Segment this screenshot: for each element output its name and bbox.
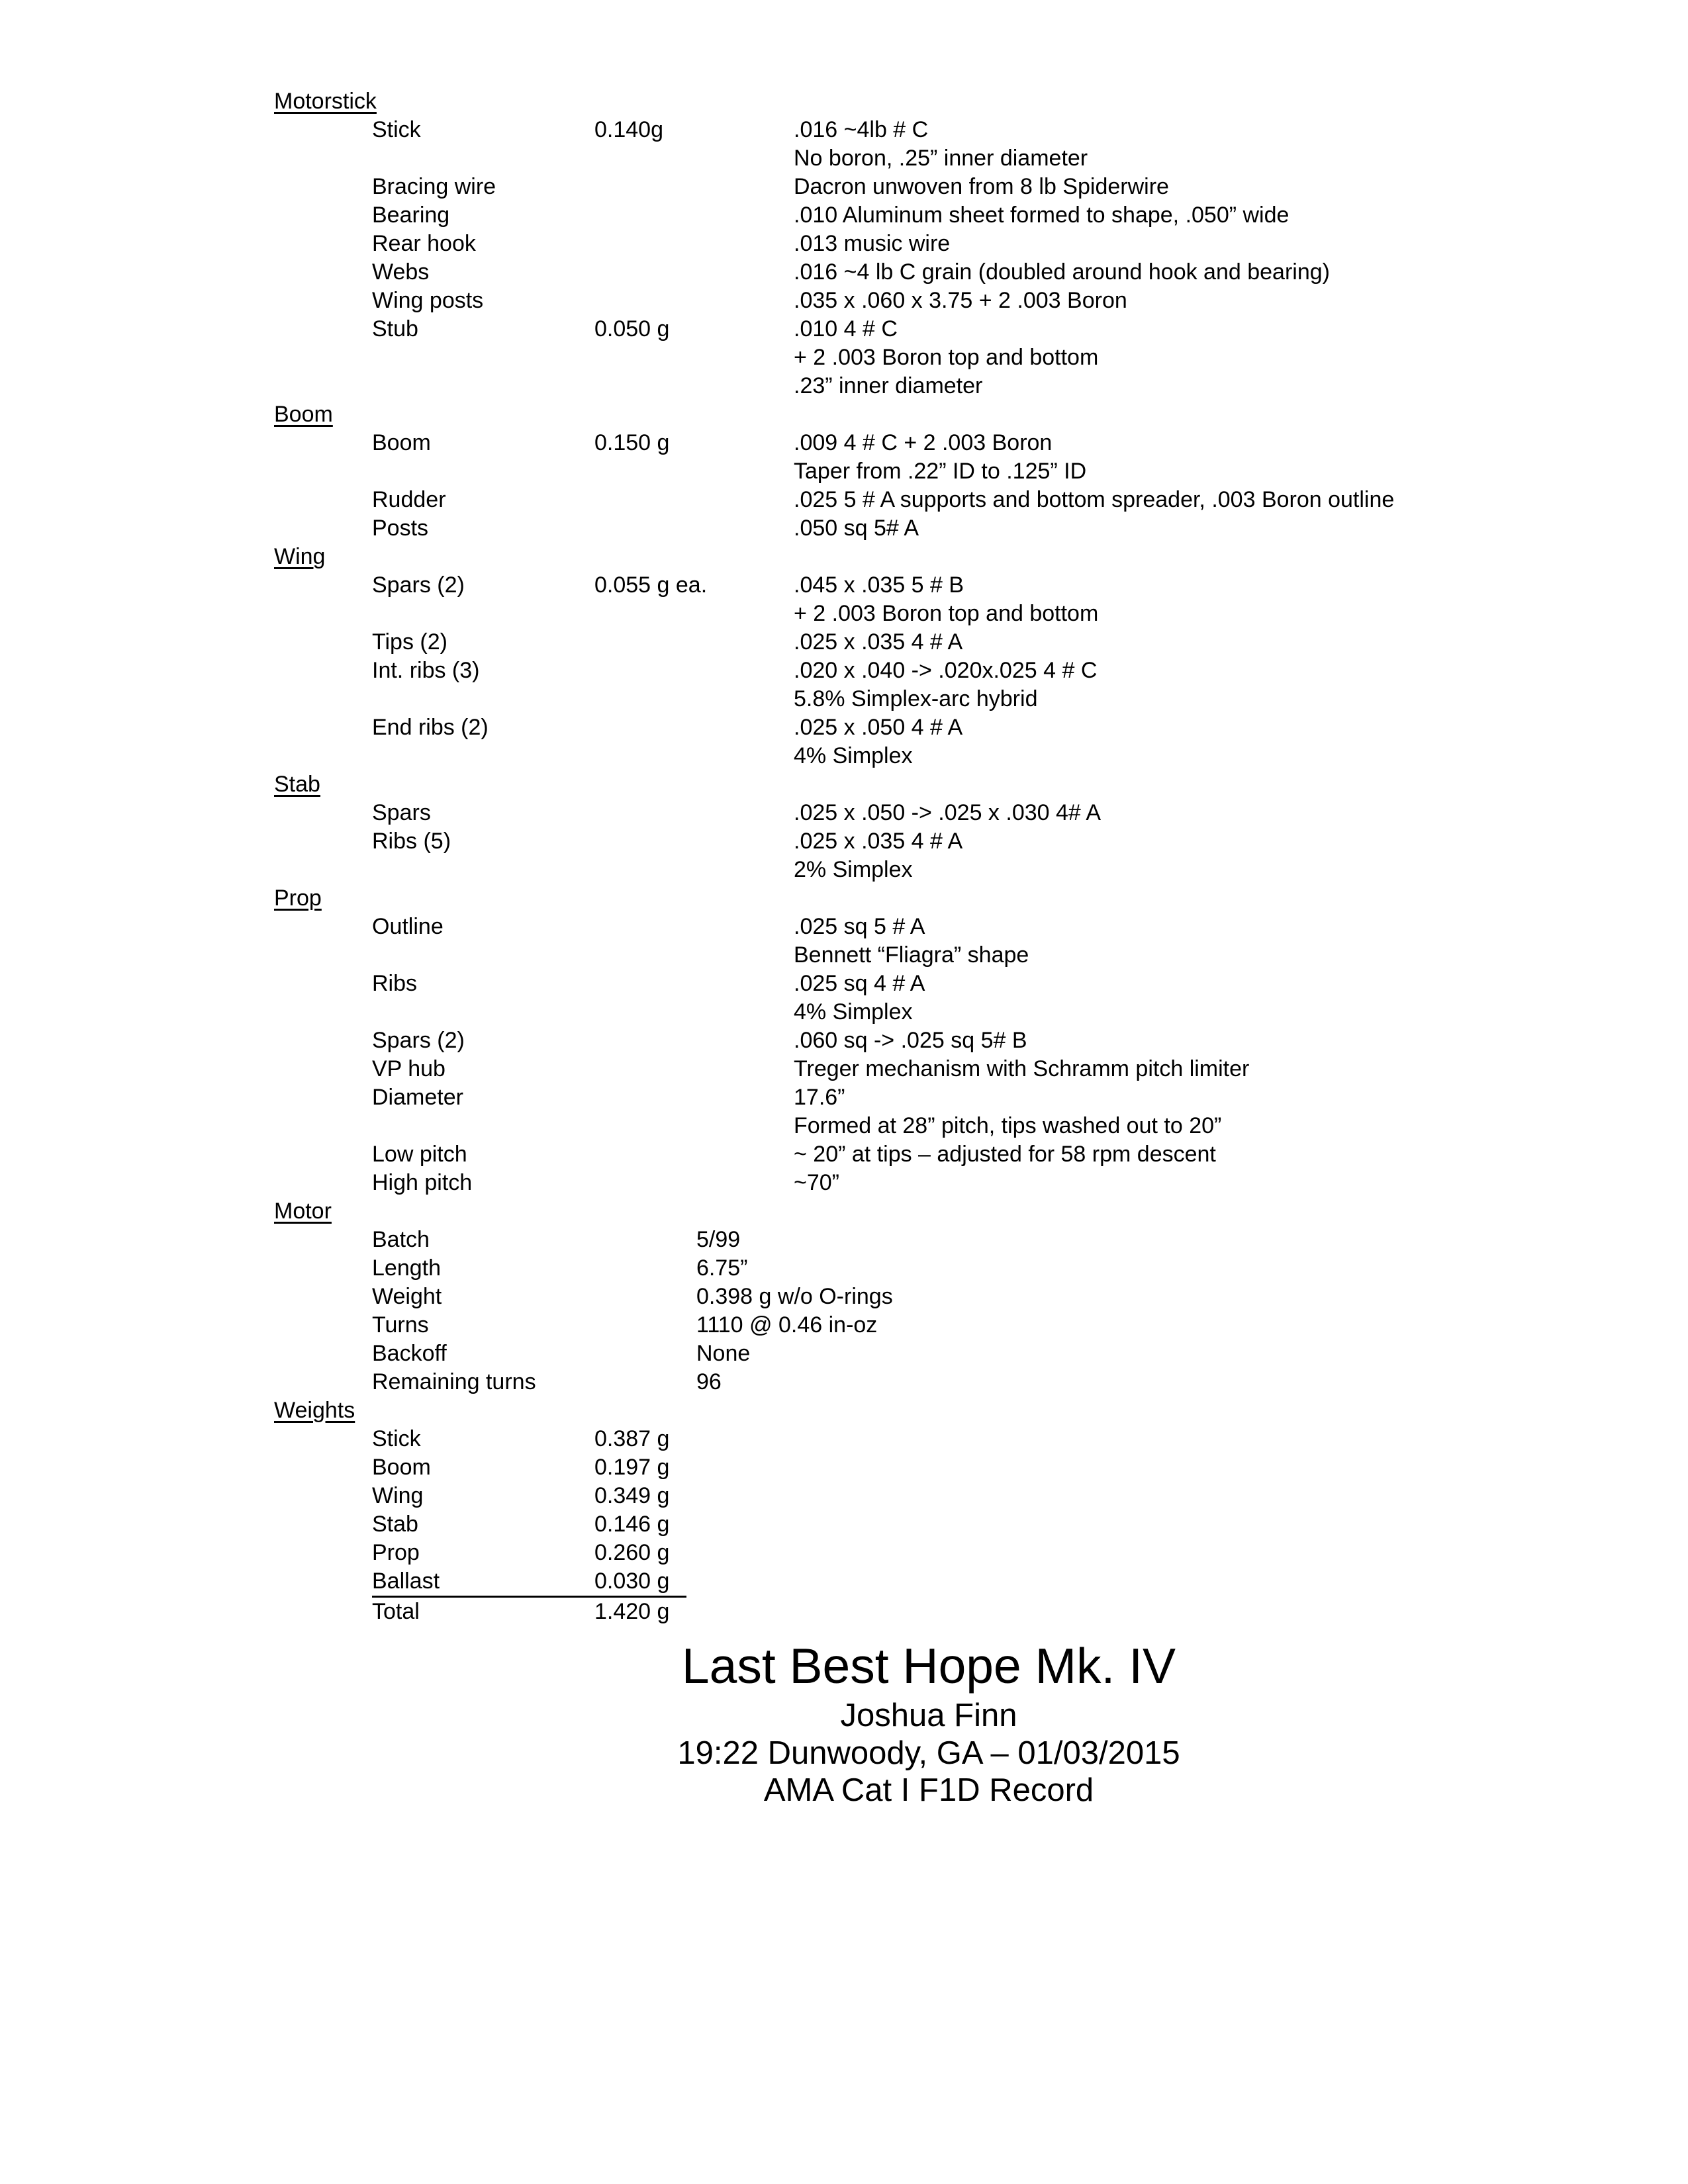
spec-row xyxy=(372,571,1582,628)
spec-row xyxy=(372,713,1582,770)
row-value xyxy=(594,799,794,827)
row-label: Wing posts xyxy=(372,288,484,313)
record-event-line: 19:22 Dunwoody, GA – 01/03/2015 xyxy=(677,1735,1180,1771)
row-desc-line: .009 4 # C + 2 .003 Boron xyxy=(794,430,1053,455)
section-prop xyxy=(274,884,1582,1197)
spec-row xyxy=(372,1140,1582,1169)
section-header-prop xyxy=(274,884,1582,913)
row-label: Tips (2) xyxy=(372,629,447,655)
section-title: Prop xyxy=(274,886,322,911)
section-header-motor xyxy=(274,1197,1582,1226)
row-label: Remaining turns xyxy=(372,1369,536,1394)
section-wing xyxy=(274,543,1582,770)
row-value: 0.260 g xyxy=(594,1540,670,1565)
row-desc xyxy=(794,230,1582,258)
row-value xyxy=(594,827,794,884)
section-title: Wing xyxy=(274,544,326,569)
section-rows-motorstick xyxy=(372,116,1582,400)
row-value xyxy=(594,287,794,315)
row-desc xyxy=(794,429,1582,486)
row-value: 0.150 g xyxy=(594,430,670,455)
row-desc-line: 4% Simplex xyxy=(794,743,913,768)
row-label: Spars (2) xyxy=(372,1028,465,1053)
row-desc xyxy=(794,1026,1582,1055)
section-title: Stab xyxy=(274,772,320,797)
spec-row xyxy=(372,628,1582,657)
row-desc xyxy=(794,970,1582,1026)
row-label: Weight xyxy=(372,1284,442,1309)
row-label: Low pitch xyxy=(372,1142,467,1167)
row-label: Int. ribs (3) xyxy=(372,658,480,683)
row-value xyxy=(594,970,794,1026)
row-label: End ribs (2) xyxy=(372,715,489,740)
row-label: Ballast xyxy=(372,1569,440,1594)
section-header-wing xyxy=(274,543,1582,571)
row-value xyxy=(594,1083,794,1140)
spec-row xyxy=(372,913,1582,970)
spec-row xyxy=(372,799,1582,827)
row-desc-line: .045 x .035 5 # B xyxy=(794,572,964,598)
row-desc-line: Treger mechanism with Schramm pitch limiter xyxy=(794,1056,1250,1081)
row-value xyxy=(594,1026,794,1055)
row-value xyxy=(594,173,794,201)
row-desc xyxy=(794,1055,1582,1083)
row-desc-line: .025 x .035 4 # A xyxy=(794,829,963,854)
row-label: Wing xyxy=(372,1483,424,1508)
row-value xyxy=(594,258,794,287)
row-desc xyxy=(794,258,1582,287)
row-label: Turns xyxy=(372,1312,429,1338)
row-desc-line: .025 5 # A supports and bottom spreader, .003 Boron outline xyxy=(794,487,1395,512)
row-desc-line: .050 sq 5# A xyxy=(794,516,919,541)
row-label: Spars (2) xyxy=(372,572,465,598)
row-value: 0.146 g xyxy=(594,1512,670,1537)
section-header-weights xyxy=(274,1396,1582,1425)
section-rows-motor xyxy=(372,1226,1582,1396)
row-value: None xyxy=(696,1341,751,1366)
row-desc-line: Taper from .22” ID to .125” ID xyxy=(794,459,1087,484)
row-label: Bracing wire xyxy=(372,174,496,199)
row-desc-line: ~70” xyxy=(794,1170,839,1195)
row-label: Bearing xyxy=(372,203,450,228)
row-label: Rear hook xyxy=(372,231,476,256)
spec-row xyxy=(372,1226,1582,1254)
row-desc xyxy=(794,571,1582,628)
row-desc-line: + 2 .003 Boron top and bottom xyxy=(794,601,1099,626)
section-stab xyxy=(274,770,1582,884)
row-value xyxy=(594,913,794,970)
row-desc xyxy=(794,1140,1582,1169)
row-desc-line: .025 x .050 -> .025 x .030 4# A xyxy=(794,800,1102,825)
row-label: Boom xyxy=(372,430,431,455)
row-desc xyxy=(794,628,1582,657)
author-name: Joshua Finn xyxy=(840,1698,1017,1733)
section-header-motorstick xyxy=(274,87,1582,116)
row-desc xyxy=(794,913,1582,970)
spec-sections xyxy=(274,87,1582,1626)
section-title: Motor xyxy=(274,1199,332,1224)
spec-row xyxy=(372,1254,1582,1283)
row-desc-line: Bennett “Fliagra” shape xyxy=(794,942,1029,968)
row-label: Stub xyxy=(372,316,418,341)
spec-row xyxy=(372,1482,686,1510)
row-desc-line: .016 ~4 lb C grain (doubled around hook and bearing) xyxy=(794,259,1330,285)
row-desc-line: .013 music wire xyxy=(794,231,951,256)
row-value: 0.349 g xyxy=(594,1483,670,1508)
row-value: 0.050 g xyxy=(594,316,670,341)
section-title: Motorstick xyxy=(274,89,377,114)
spec-row xyxy=(372,258,1582,287)
row-value xyxy=(594,657,794,713)
section-rows-boom xyxy=(372,429,1582,543)
spec-row xyxy=(372,1055,1582,1083)
row-desc-line: 5.8% Simplex-arc hybrid xyxy=(794,686,1038,711)
spec-row xyxy=(372,1567,686,1598)
row-label: Backoff xyxy=(372,1341,447,1366)
row-desc xyxy=(794,315,1582,400)
row-desc-line: Dacron unwoven from 8 lb Spiderwire xyxy=(794,174,1169,199)
row-label: Prop xyxy=(372,1540,420,1565)
row-label: Posts xyxy=(372,516,429,541)
row-desc-line: ~ 20” at tips – adjusted for 58 rpm descent xyxy=(794,1142,1216,1167)
row-value xyxy=(594,1055,794,1083)
row-value: 1110 @ 0.46 in-oz xyxy=(696,1312,878,1338)
row-desc-line: .025 sq 4 # A xyxy=(794,971,925,996)
spec-row xyxy=(372,230,1582,258)
row-desc-line: .23” inner diameter xyxy=(794,373,983,398)
row-desc xyxy=(794,827,1582,884)
spec-row xyxy=(372,315,1582,400)
section-motor xyxy=(274,1197,1582,1396)
row-desc-line: .035 x .060 x 3.75 + 2 .003 Boron xyxy=(794,288,1127,313)
row-desc-line: .010 4 # C xyxy=(794,316,898,341)
spec-row xyxy=(372,486,1582,514)
spec-row xyxy=(372,1598,686,1626)
row-value xyxy=(594,514,794,543)
row-label: Batch xyxy=(372,1227,430,1252)
row-desc xyxy=(794,287,1582,315)
section-rows-prop xyxy=(372,913,1582,1197)
spec-row xyxy=(372,1340,1582,1368)
row-desc-line: Formed at 28” pitch, tips washed out to 20” xyxy=(794,1113,1222,1138)
row-value: 6.75” xyxy=(696,1255,748,1281)
row-label: Length xyxy=(372,1255,441,1281)
spec-row xyxy=(372,1026,1582,1055)
spec-row xyxy=(372,201,1582,230)
row-desc-line: .025 x .050 4 # A xyxy=(794,715,963,740)
row-desc xyxy=(794,1083,1582,1140)
row-desc-line: .010 Aluminum sheet formed to shape, .050” wide xyxy=(794,203,1289,228)
row-desc-line: .025 sq 5 # A xyxy=(794,914,925,939)
row-value xyxy=(594,201,794,230)
section-rows-weights xyxy=(372,1425,1582,1626)
row-value: 0.197 g xyxy=(594,1455,670,1480)
row-desc xyxy=(794,486,1582,514)
row-label: Webs xyxy=(372,259,430,285)
spec-row xyxy=(372,1453,686,1482)
row-label: VP hub xyxy=(372,1056,445,1081)
row-desc-line: .020 x .040 -> .020x.025 4 # C xyxy=(794,658,1098,683)
section-rows-stab xyxy=(372,799,1582,884)
spec-row xyxy=(372,287,1582,315)
row-desc-line: .025 x .035 4 # A xyxy=(794,629,963,655)
row-desc xyxy=(794,116,1582,173)
row-desc-line: 4% Simplex xyxy=(794,999,913,1024)
row-label: Total xyxy=(372,1599,420,1624)
spec-row xyxy=(372,173,1582,201)
row-desc-line: + 2 .003 Boron top and bottom xyxy=(794,345,1099,370)
section-header-stab xyxy=(274,770,1582,799)
spec-row xyxy=(372,970,1582,1026)
title-block xyxy=(274,1635,1583,1809)
row-label: Stick xyxy=(372,1426,421,1451)
section-title: Weights xyxy=(274,1398,355,1423)
section-rows-wing xyxy=(372,571,1582,770)
row-desc-line: .060 sq -> .025 sq 5# B xyxy=(794,1028,1027,1053)
record-type-line: AMA Cat I F1D Record xyxy=(763,1772,1094,1808)
row-label: Stab xyxy=(372,1512,418,1537)
spec-row xyxy=(372,1510,686,1539)
row-desc xyxy=(794,514,1582,543)
section-header-boom xyxy=(274,400,1582,429)
row-desc xyxy=(794,1169,1582,1197)
row-desc-line: .016 ~4lb # C xyxy=(794,117,929,142)
row-value xyxy=(594,486,794,514)
spec-row xyxy=(372,827,1582,884)
row-value xyxy=(594,230,794,258)
row-value xyxy=(594,628,794,657)
row-value xyxy=(594,1140,794,1169)
row-label: Outline xyxy=(372,914,444,939)
section-boom xyxy=(274,400,1582,543)
spec-row xyxy=(372,657,1582,713)
section-weights xyxy=(274,1396,1582,1626)
row-label: Ribs xyxy=(372,971,418,996)
row-value: 1.420 g xyxy=(594,1599,670,1624)
row-value: 0.030 g xyxy=(594,1569,670,1594)
row-desc xyxy=(794,713,1582,770)
row-value: 5/99 xyxy=(696,1227,741,1252)
row-value: 0.055 g ea. xyxy=(594,572,708,598)
model-title: Last Best Hope Mk. IV xyxy=(681,1638,1176,1694)
spec-row xyxy=(372,116,1582,173)
section-title: Boom xyxy=(274,402,333,427)
row-label: Diameter xyxy=(372,1085,463,1110)
row-value: 0.387 g xyxy=(594,1426,670,1451)
row-desc-line: 17.6” xyxy=(794,1085,845,1110)
section-motorstick xyxy=(274,87,1582,400)
row-value: 0.140g xyxy=(594,117,663,142)
row-value xyxy=(594,1169,794,1197)
spec-row xyxy=(372,1169,1582,1197)
row-label: Boom xyxy=(372,1455,431,1480)
spec-row xyxy=(372,1539,686,1567)
row-label: High pitch xyxy=(372,1170,473,1195)
spec-row xyxy=(372,1083,1582,1140)
row-desc xyxy=(794,799,1582,827)
row-label: Ribs (5) xyxy=(372,829,451,854)
row-value xyxy=(594,713,794,770)
row-label: Rudder xyxy=(372,487,446,512)
row-desc xyxy=(794,201,1582,230)
spec-row xyxy=(372,1283,1582,1311)
spec-row xyxy=(372,1425,686,1453)
spec-row xyxy=(372,429,1582,486)
spec-row xyxy=(372,514,1582,543)
row-value: 96 xyxy=(696,1369,722,1394)
row-label: Spars xyxy=(372,800,431,825)
row-desc-line: No boron, .25” inner diameter xyxy=(794,146,1088,171)
spec-row xyxy=(372,1368,1582,1396)
spec-row xyxy=(372,1311,1582,1340)
row-desc-line: 2% Simplex xyxy=(794,857,913,882)
row-desc xyxy=(794,173,1582,201)
row-label: Stick xyxy=(372,117,421,142)
row-desc xyxy=(794,657,1582,713)
row-value: 0.398 g w/o O-rings xyxy=(696,1284,893,1309)
